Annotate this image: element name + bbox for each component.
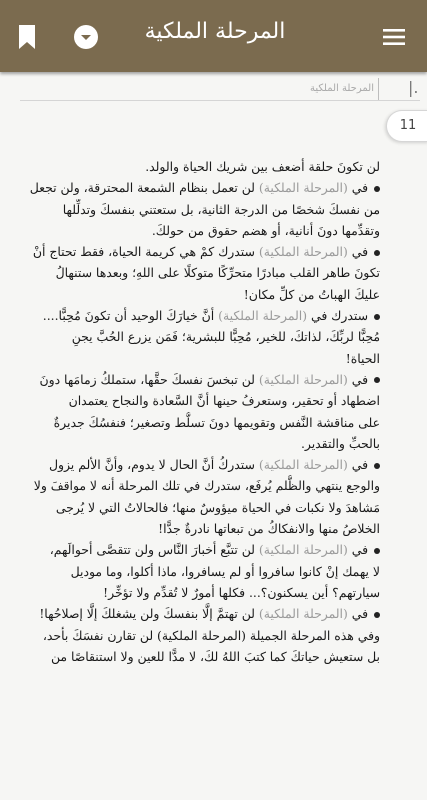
bullet-icon [374, 314, 380, 320]
bullet-icon [374, 377, 380, 383]
menu-button[interactable] [380, 23, 410, 51]
text-line [0, 177, 386, 198]
page-mark: |. [408, 78, 419, 97]
text-run: الحياة! [345, 350, 380, 366]
chapter-reference: (المرحلة الملكية) [258, 542, 348, 558]
text-line [0, 646, 386, 667]
text-run: من نفسكَ شخصًا من الدرجة الثانية، بل ستعتني بنفسكَ وتدلِّلها [62, 201, 380, 217]
text-line [0, 156, 386, 177]
chapter-reference: (المرحلة الملكية) [258, 244, 348, 260]
chapter-reference: (المرحلة الملكية) [258, 180, 348, 196]
chapter-reference: (المرحلة الملكية) [218, 308, 308, 324]
bullet-icon [374, 463, 380, 469]
text-run: ستدرك في [307, 308, 368, 324]
text-line [0, 390, 386, 411]
text-line [0, 454, 386, 475]
text-line [0, 369, 386, 390]
text-line [0, 603, 386, 624]
chapter-dropdown-button[interactable] [73, 24, 99, 50]
text-run: الخلاصُ منها والانفكاكُ من تبعاتها نادرةٌ جدًّا! [158, 521, 380, 537]
text-run: على مناقشة النَّفس وتقويمها دونَ تسلُّط وتصغير؛ فنفسُكَ جديرةٌ [53, 414, 380, 430]
text-run: وفي هذه المرحلة الجميلة (المرحلة الملكية) لن تقارن نفسَكَ بأحد، [42, 627, 380, 643]
text-line [0, 625, 386, 646]
page-title: المرحلة الملكية [144, 19, 286, 44]
text-run: بل ستعيش حياتكَ كما كتبَ اللهُ لكَ، لا مدًّا للعين ولا استنقاصًا من [50, 648, 380, 664]
text-run: لن تبخسَ نفسكَ حقَّها، ستملكُ زمامَها دونَ [39, 371, 259, 387]
text-line [0, 518, 386, 539]
text-run: لن تهتمَّ إلَّا بنفسكَ ولن يشغلكَ إلَّا إصلاحُها! [39, 606, 259, 622]
text-line [0, 284, 386, 305]
running-head: المرحلة الملكية [310, 83, 374, 94]
text-run: والوجع ينتهي والظُّلم يُرفَع، ستدرك في تلك المرحلة أنه لا مواقفَ ولا [33, 478, 380, 494]
text-line [0, 241, 386, 262]
bookmark-icon [14, 22, 40, 52]
text-run: أنَّ خيارَكَ الوحيد أن تكونَ مُحِبًّا.... [42, 308, 219, 324]
text-run: لن تتبَّع أخبارَ النَّاس ولن تتقصَّى أحوالَهم، [49, 542, 259, 558]
text-run: في [347, 542, 368, 558]
chapter-reference: (المرحلة الملكية) [258, 606, 348, 622]
header-divider [378, 78, 379, 100]
text-run: لن تعمل بنظام الشمعة المحترقة، ولن تجعل [29, 180, 259, 196]
text-line [0, 262, 386, 283]
text-run: عليكَ الهباتُ من كلِّ مكان! [243, 286, 380, 302]
text-line [0, 582, 386, 603]
text-run: اضطهاد أو تحقير، وستعرفُ حينها أنَّ السَّعادة والنجاح يعتمدان [68, 393, 380, 409]
text-line [0, 348, 386, 369]
text-run: لن تكونَ حلقة أضعف بين شريك الحياة والولد. [145, 159, 380, 174]
text-run: في [347, 457, 368, 473]
top-app-bar [0, 0, 427, 72]
text-line [0, 497, 386, 518]
text-line [0, 199, 386, 220]
text-line [0, 412, 386, 433]
page-number-badge: 11 [386, 110, 427, 142]
text-line [0, 326, 386, 347]
chapter-reference: (المرحلة الملكية) [258, 457, 348, 473]
text-run: ستدركُ أنَّ الحال لا يدوم، وأنَّ الألم يزول [48, 457, 259, 473]
text-run: لا يهمك إنْ كانوا سافروا أو لم يسافروا، ماذا أكلوا، وما موديل [70, 563, 380, 579]
text-run: في [347, 180, 368, 196]
text-run: مَشاهدَ ولا نكبات في الحياة ميؤوسٌ منها؛ فالحالاتُ التي لا يُرجى [55, 499, 380, 515]
text-line [0, 220, 386, 241]
text-run: ستدرك كمْ هي كريمة الحياة، فقط تحتاج أنْ [32, 244, 259, 260]
body-text [0, 156, 386, 667]
text-run: بالحبِّ والتقدير. [300, 435, 380, 451]
text-line [0, 305, 386, 326]
text-run: في [347, 606, 368, 622]
text-line [0, 475, 386, 496]
bullet-icon [374, 612, 380, 618]
bullet-icon [374, 186, 380, 192]
hamburger-icon [380, 23, 410, 51]
bookmark-button[interactable] [14, 22, 40, 52]
text-run: في [347, 244, 368, 260]
text-line [0, 561, 386, 582]
text-run: وتقدِّمها دونَ أنانية، أو هضم حقوق من حولكَ. [151, 222, 380, 238]
chapter-reference: (المرحلة الملكية) [258, 371, 348, 387]
text-run: سيارتهم؟ أين يسكنون؟... فكلها أمورٌ لا تُقدِّم ولا تؤخِّر! [103, 584, 380, 600]
header-rule [20, 100, 420, 101]
text-line [0, 433, 386, 454]
bullet-icon [374, 548, 380, 554]
text-run: تكونَ طاهر القلب مبادرًا متحرِّكًا متوكلًا على اللهِ؛ وبعدها ستنهالُ [55, 265, 380, 281]
text-run: في [347, 371, 368, 387]
book-page[interactable] [0, 72, 427, 800]
bullet-icon [374, 250, 380, 256]
text-run: مُحِبًّا لربِّكَ، لذاتكَ، للخير، مُحِبًّا للبشرية؛ فَمَن يزرع الحُبَّ يجنِ [71, 329, 380, 345]
chevron-down-circle-icon [73, 24, 99, 50]
text-line [0, 539, 386, 560]
